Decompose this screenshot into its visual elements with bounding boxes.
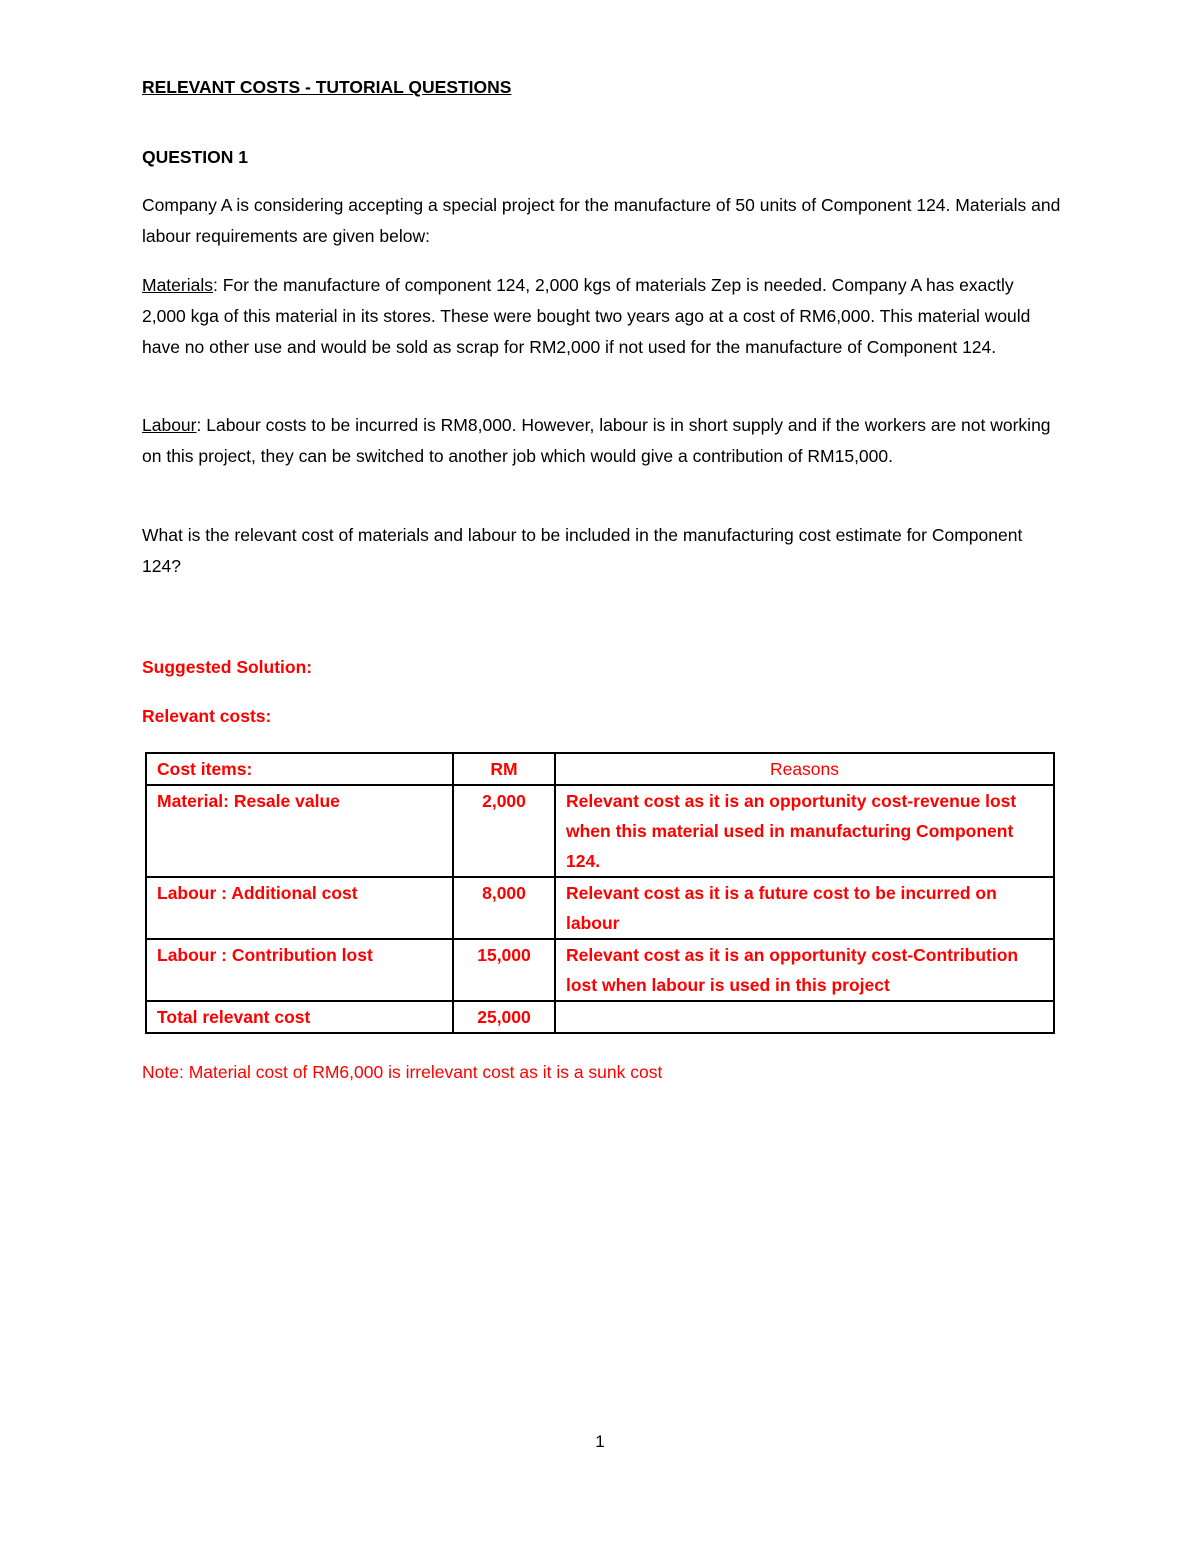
materials-text: : For the manufacture of component 124, 2,000 kgs of materials Zep is needed. Company A has exactly 2,000 kga of this material in its stores. These were bought two years ago at a cost of RM6,000. This material would have no other use and would be sold as scrap for RM2,000 if not used for the manufacture of Component 124. [142,275,1031,357]
cell-total-reason [555,1001,1054,1033]
labour-text: : Labour costs to be incurred is RM8,000. However, labour is in short supply and if the workers are not working on this project, they can be switched to another job which would give a contribution of RM15,000. [142,415,1051,466]
cell-reason: Relevant cost as it is an opportunity cost-Contribution lost when labour is used in this project [555,939,1054,1001]
cell-rm: 2,000 [453,785,555,877]
table-row [146,785,1054,877]
table-total-row [146,1001,1054,1033]
materials-label: Materials [142,275,213,295]
cell-rm: 8,000 [453,877,555,939]
relevant-costs-table [145,752,1055,1034]
relevant-costs-heading: Relevant costs: [142,706,272,726]
question-paragraph: What is the relevant cost of materials and labour to be included in the manufacturing cost estimate for Component 124? [142,525,1023,576]
solution-heading: Suggested Solution: [142,657,313,677]
cell-cost-item: Labour : Contribution lost [146,939,453,1001]
question-heading: QUESTION 1 [142,147,248,167]
cell-cost-item: Material: Resale value [146,785,453,877]
sunk-cost-note: Note: Material cost of RM6,000 is irrelevant cost as it is a sunk cost [142,1062,663,1082]
cell-rm: 15,000 [453,939,555,1001]
table-row [146,939,1054,1001]
page-number: 1 [595,1432,605,1451]
table-header-row [146,753,1054,785]
header-cost-items: Cost items: [146,753,453,785]
cell-reason: Relevant cost as it is a future cost to be incurred on labour [555,877,1054,939]
cell-reason: Relevant cost as it is an opportunity cost-revenue lost when this material used in manufacturing Component 124. [555,785,1054,877]
intro-paragraph: Company A is considering accepting a special project for the manufacture of 50 units of Component 124. Materials and labour requirements are given below: [142,195,1061,246]
table-row [146,877,1054,939]
labour-paragraph [142,410,1062,472]
cell-total-label: Total relevant cost [146,1001,453,1033]
header-rm: RM [453,753,555,785]
cell-cost-item: Labour : Additional cost [146,877,453,939]
document-title: RELEVANT COSTS - TUTORIAL QUESTIONS [142,77,512,97]
header-reasons: Reasons [555,753,1054,785]
cell-total-value: 25,000 [453,1001,555,1033]
materials-paragraph [142,270,1062,363]
labour-label: Labour [142,415,197,435]
